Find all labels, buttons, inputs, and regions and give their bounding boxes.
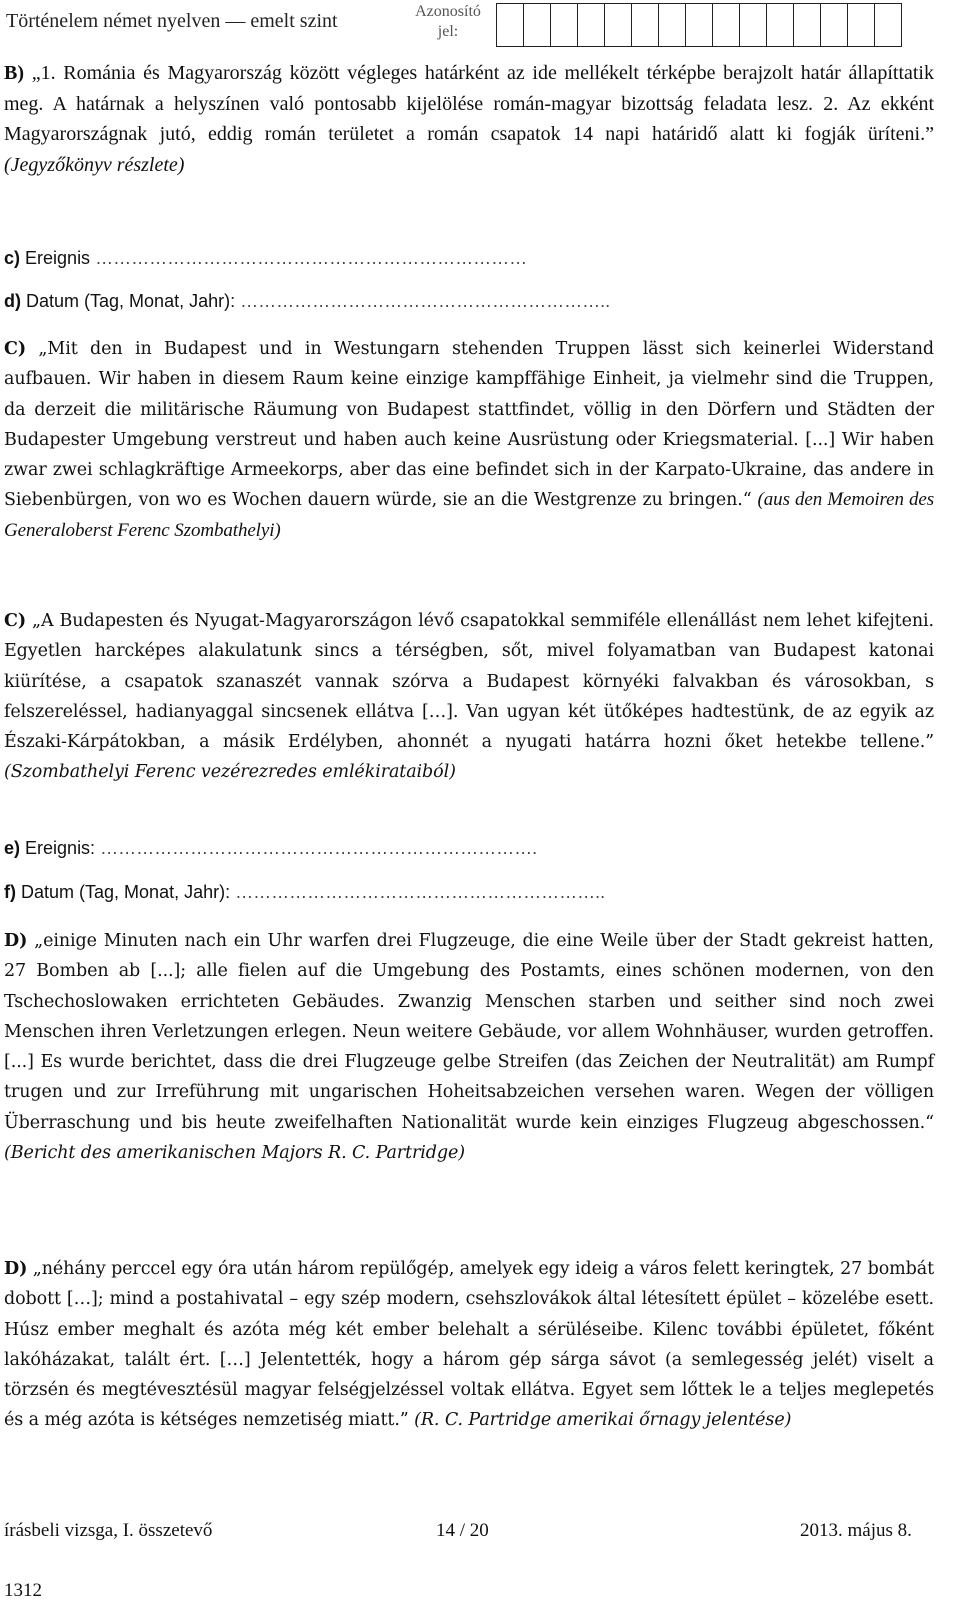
section-d-de <box>4 926 934 1168</box>
source-citation: (R. C. Partridge amerikai őrnagy jelentése) <box>414 1410 792 1431</box>
question-f <box>4 880 934 904</box>
question-text: Datum (Tag, Monat, Jahr): <box>21 882 231 902</box>
answer-line[interactable]: …………………………………………………….. <box>235 882 606 902</box>
footer-page-number: 14 / 20 <box>436 1520 489 1541</box>
answer-line[interactable]: ………………………………………………………………. <box>100 838 538 858</box>
id-box[interactable] <box>766 3 795 47</box>
question-label: f) <box>4 882 16 902</box>
id-box[interactable] <box>820 3 849 47</box>
id-box[interactable] <box>793 3 822 47</box>
id-box-row <box>497 3 902 47</box>
question-label: d) <box>4 291 21 311</box>
footer-exam-code: 1312 <box>4 1580 42 1601</box>
source-citation: (Szombathelyi Ferenc vezérezredes emlékirataiból) <box>4 762 456 783</box>
question-label: c) <box>4 248 21 268</box>
id-box[interactable] <box>712 3 741 47</box>
source-quote: „einige Minuten nach ein Uhr warfen drei Flugzeuge, die eine Weile über der Stadt gekreist hatten, 27 Bomben ab [...]; alle fielen auf die Umgebung des Postamts, eines schönen modernen, von den Tschechoslowaken errichteten Gebäudes. Zwanzig Menschen starben und seither sind noch zwei Menschen ihren Verletzungen erlegen. Neun weitere Gebäude, vor allem Wohnhäuser, wurden getroffen. [...] Es wurde berichtet, dass die drei Flugzeuge gelbe Streifen (das Zeichen der Neutralität) am Rumpf trugen und zur Irreführung mit ungarischen Hoheitsabzeichen versehen waren. Wegen der völligen Überraschung und bis heute zweifelhaften Nationalität wurde kein einziges Flugzeug abgeschossen.“ <box>4 931 934 1133</box>
id-box[interactable] <box>496 3 525 47</box>
section-d-hu <box>4 1254 934 1436</box>
id-box[interactable] <box>685 3 714 47</box>
question-c <box>4 246 934 270</box>
header-title: Történelem német nyelven — emelt szint <box>6 10 338 32</box>
source-citation: (Jegyzőkönyv részlete) <box>4 153 185 176</box>
source-quote: „1. Románia és Magyarország között végleges határként az ide mellékelt térképbe berajzolt határ állapíttatik meg. A határnak a helyszínen való pontosabb kijelölése román-magyar bizottság feladata lesz. 2. Az ekként Magyarországnak jutó, eddig román területet a román csapatok 14 napi határidő alatt ki fogják üríteni.” <box>4 62 934 145</box>
source-citation: (Bericht des amerikanischen Majors R. C. Partridge) <box>4 1143 465 1164</box>
id-label: Azonosító jel: <box>415 3 481 40</box>
question-text: Ereignis: <box>25 838 96 858</box>
section-c-de <box>4 334 934 546</box>
page-header <box>0 0 960 52</box>
id-box[interactable] <box>631 3 660 47</box>
footer-exam-part: írásbeli vizsga, I. összetevő <box>4 1520 213 1541</box>
footer-date: 2013. május 8. <box>800 1520 912 1541</box>
id-box[interactable] <box>874 3 903 47</box>
section-b-hu <box>4 58 934 180</box>
id-box[interactable] <box>604 3 633 47</box>
answer-line[interactable]: ……………………………………………………………… <box>95 248 528 268</box>
question-text: Ereignis <box>25 248 91 268</box>
section-label: D) <box>4 931 28 951</box>
source-citation: (aus den Memoiren des Generaloberst Ferenc Szombathelyi) <box>4 489 934 541</box>
section-label: B) <box>4 62 24 84</box>
question-d <box>4 289 934 313</box>
section-label: C) <box>4 611 27 631</box>
id-box[interactable] <box>550 3 579 47</box>
question-text: Datum (Tag, Monat, Jahr): <box>26 291 236 311</box>
id-box[interactable] <box>523 3 552 47</box>
question-label: e) <box>4 838 21 858</box>
section-c-hu <box>4 606 934 788</box>
answer-line[interactable]: …………………………………………………….. <box>240 291 611 311</box>
id-box[interactable] <box>577 3 606 47</box>
section-label: C) <box>4 339 27 359</box>
id-box[interactable] <box>658 3 687 47</box>
source-quote: „néhány perccel egy óra után három repülőgép, amelyek egy ideig a város felett keringtek, 27 bombát dobott […]; mind a postahivatal – egy szép modern, csehszlovákok által létesített épület – közelébe esett. Húsz ember meghalt és azóta még két ember belehalt a sérüléseibe. Kilenc további épületet, főként lakóházakat, talált ért. […] Jelentették, hogy a három gép sárga sávot (a semlegesség jelét) viselt a törzsén és megtévesztésül magyar felségjelzéssel voltak ellátva. Egyet sem lőttek le a teljes meglepetés és a még azóta is kétséges nemzetiség miatt.” <box>4 1259 935 1431</box>
source-quote: „A Budapesten és Nyugat-Magyarországon lévő csapatokkal semmiféle ellenállást nem lehet kifejteni. Egyetlen harcképes alakulatunk sincs a térségben, sőt, mivel folyamatban van Budapest katonai kiürítése, a csapatok szanaszét vannak szórva a Budapest környéki falvakban és városokban, s felszereléssel, hadianyaggal sincsenek ellátva […]. Van ugyan két ütőképes hadtestünk, de az egyik az Északi-Kárpátokban, a másik Erdélyben, ahonnét a nyugati határra hozni őket hetekbe tellene.” <box>4 611 934 753</box>
question-e <box>4 836 934 860</box>
source-quote: „Mit den in Budapest und in Westungarn stehenden Truppen lässt sich keinerlei Widerstand aufbauen. Wir haben in diesem Raum keine einzige kampffähige Einheit, ja vielmehr sind die Truppen, da derzeit die militärische Räumung von Budapest stattfindet, völlig in den Dörfern und Städten der Budapester Umgebung verstreut und haben auch keine Ausrüstung oder Kriegsmaterial. [...] Wir haben zwar zwei schlagkräftige Armeekorps, aber das eine befindet sich in der Karpato-Ukraine, das andere in Siebenbürgen, von wo es Wochen dauern würde, sie an die Westgrenze zu bringen.“ <box>4 339 934 511</box>
id-box[interactable] <box>847 3 876 47</box>
id-box[interactable] <box>739 3 768 47</box>
section-label: D) <box>4 1259 28 1279</box>
